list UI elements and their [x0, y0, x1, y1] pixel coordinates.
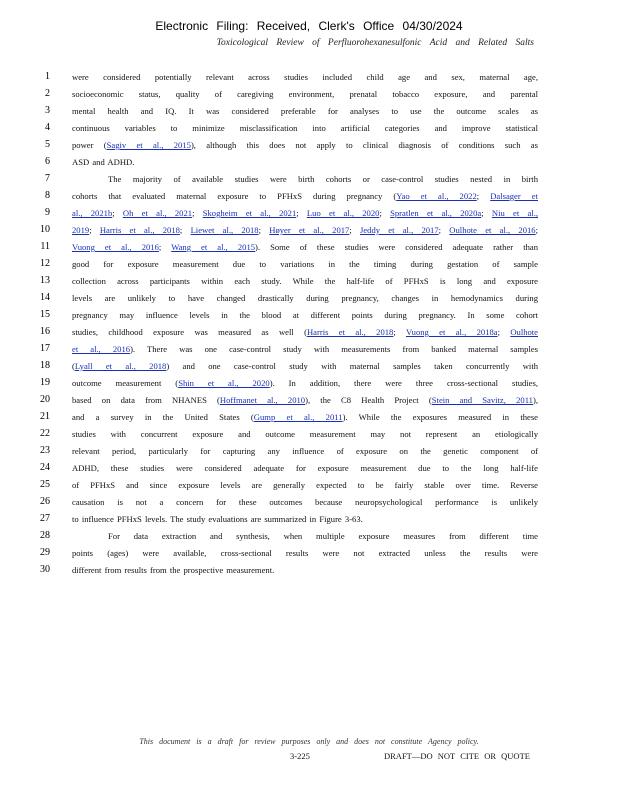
text-run: ADHD, these studies were considered adequate for exposure measurement due to the long half-life: [72, 463, 538, 473]
text-line: [0, 291, 618, 305]
text-line: [0, 240, 618, 254]
text-line: [0, 138, 618, 152]
text-run: relevant period, particularly for capturing any influence of exposure on the genetic component of: [72, 446, 538, 456]
citation-link[interactable]: Oh et al., 2021: [122, 208, 193, 218]
line-number: 8: [45, 190, 50, 201]
text-run: ). Some of these studies were considered adequate rather than: [255, 242, 538, 252]
line-number: 12: [40, 258, 50, 269]
text-run: studies, childhood exposure was measured as well (: [72, 327, 307, 337]
line-number: 16: [40, 326, 50, 337]
line-number: 11: [40, 241, 50, 252]
text-run: The majority of available studies were birth cohorts or case-control studies nested in birth: [108, 174, 538, 184]
text-run: ), although this does not apply to clinical diagnosis of conditions such as: [190, 140, 538, 150]
text-run: ;: [349, 225, 360, 235]
text-run: ). In addition, there were three cross-sectional studies,: [269, 378, 538, 388]
line-text: [72, 257, 538, 271]
line-number: 28: [40, 530, 50, 541]
line-number: 19: [40, 377, 50, 388]
text-run: points (ages) were available, cross-sectional results were not extracted unless the results were: [72, 548, 538, 558]
line-number: 13: [40, 275, 50, 286]
draft-disclaimer: This document is a draft for review purposes only and does not constitute Agency policy.: [139, 737, 479, 746]
citation-link[interactable]: Oulhote et al., 2016: [449, 225, 536, 235]
line-number: 17: [40, 343, 50, 354]
line-number: 14: [40, 292, 50, 303]
text-run: ;: [296, 208, 307, 218]
line-number: 24: [40, 462, 50, 473]
text-line: [0, 87, 618, 101]
text-run: ;: [89, 225, 100, 235]
text-run: For data extraction and synthesis, when multiple exposure measures from different time: [108, 531, 538, 541]
citation-link[interactable]: Oulhote: [510, 327, 538, 337]
text-line: [0, 155, 618, 169]
line-text: [72, 529, 538, 543]
line-text: [72, 104, 538, 118]
text-line: [0, 206, 618, 220]
line-number: 30: [40, 564, 50, 575]
text-line: [0, 495, 618, 509]
line-text: [72, 291, 538, 305]
text-line: [0, 308, 618, 322]
citation-link[interactable]: et al., 2016: [72, 344, 131, 354]
line-text: [72, 189, 538, 203]
text-run: ;: [481, 208, 492, 218]
citation-link[interactable]: Høyer et al., 2017: [269, 225, 350, 235]
line-number: 9: [45, 207, 50, 218]
text-line: [0, 563, 618, 577]
citation-link[interactable]: Harris et al., 2018: [306, 327, 394, 337]
line-number: 10: [40, 224, 50, 235]
line-text: [72, 308, 538, 322]
line-text: [72, 478, 538, 492]
line-text: [72, 172, 538, 186]
line-text: [72, 444, 538, 458]
text-line: [0, 478, 618, 492]
line-number: 3: [45, 105, 50, 116]
line-number: 29: [40, 547, 50, 558]
text-run: and a survey in the United States (: [72, 412, 254, 422]
text-line: [0, 427, 618, 441]
text-run: ;: [379, 208, 391, 218]
citation-link[interactable]: Lyall et al., 2018: [74, 361, 167, 371]
line-number: 27: [40, 513, 50, 524]
text-line: [0, 393, 618, 407]
text-run: ASD and ADHD.: [72, 157, 135, 167]
text-run: based on data from NHANES (: [72, 395, 220, 405]
text-line: [0, 546, 618, 560]
citation-link[interactable]: Harris et al., 2018: [99, 225, 180, 235]
text-run: ). There was one case-control study with measurements from banked maternal samples: [130, 344, 538, 354]
line-number: 20: [40, 394, 50, 405]
text-run: ),: [532, 395, 538, 405]
line-text: [72, 563, 538, 577]
text-run: ), the C8 Health Project (: [305, 395, 432, 405]
text-run: cohorts that evaluated maternal exposure to PFHxS during pregnancy (: [72, 191, 397, 201]
line-text: [72, 223, 538, 237]
line-number: 23: [40, 445, 50, 456]
line-text: [72, 461, 538, 475]
text-line: [0, 410, 618, 424]
text-run: different from results from the prospective measurement.: [72, 565, 275, 575]
line-text: [72, 410, 538, 424]
text-run: mental health and IQ. It was considered preferable for analyses to use the outcome scales as: [72, 106, 538, 116]
text-line: [0, 529, 618, 543]
citation-link[interactable]: Skogheim et al., 2021: [202, 208, 297, 218]
citation-link[interactable]: Vuong et al., 2016: [72, 242, 159, 252]
line-number: 4: [45, 122, 50, 133]
text-line: [0, 257, 618, 271]
line-text: [72, 359, 538, 373]
citation-link[interactable]: Luo et al., 2020: [306, 208, 380, 218]
text-line: [0, 444, 618, 458]
line-number: 2: [45, 88, 50, 99]
text-line: [0, 189, 618, 203]
line-text: [72, 138, 538, 152]
line-text: [72, 325, 538, 339]
citation-link[interactable]: 2019: [72, 225, 90, 235]
text-line: [0, 274, 618, 288]
citation-link[interactable]: Yao et al., 2022: [396, 191, 477, 201]
line-text: [72, 87, 538, 101]
text-line: [0, 512, 618, 526]
citation-link[interactable]: Liewet al., 2018: [190, 225, 259, 235]
line-number: 6: [45, 156, 50, 167]
text-run: good for exposure measurement due to variations in the timing during gestation of sample: [72, 259, 538, 269]
line-text: [72, 376, 538, 390]
text-run: power (: [72, 140, 107, 150]
text-run: to influence PFHxS levels. The study evaluations are summarized in Figure 3-63.: [72, 514, 363, 524]
text-run: ;: [179, 225, 191, 235]
page-number: 3-225: [290, 751, 310, 761]
text-line: [0, 121, 618, 135]
text-run: ;: [112, 208, 123, 218]
text-run: continuous variables to minimize misclassification into artificial categories and improve statistical: [72, 123, 538, 133]
citation-link[interactable]: Stein and Savitz, 2011: [431, 395, 533, 405]
line-number: 26: [40, 496, 50, 507]
text-line: [0, 223, 618, 237]
text-line: [0, 376, 618, 390]
text-run: causation is not a concern for these outcomes because neuropsychological performance is unlikely: [72, 497, 538, 507]
citation-link[interactable]: Wang et al., 2015: [171, 242, 256, 252]
text-line: [0, 342, 618, 356]
line-text: [72, 546, 538, 560]
line-number: 15: [40, 309, 50, 320]
filing-stamp: Electronic Filing: Received, Clerk's Office 04/30/2024: [155, 19, 463, 33]
text-run: ) and one case-control study with maternal samples taken concurrently with: [166, 361, 538, 371]
citation-link[interactable]: Shin et al., 2020: [178, 378, 270, 388]
line-text: [72, 121, 538, 135]
text-line: [0, 172, 618, 186]
line-text: [72, 206, 538, 220]
text-run: studies with concurrent exposure and outcome measurement may not represent an etiologically: [72, 429, 538, 439]
running-head: Toxicological Review of Perfluorohexanesulfonic Acid and Related Salts: [216, 38, 534, 48]
draft-label: DRAFT—DO NOT CITE OR QUOTE: [384, 751, 530, 761]
text-run: ;: [476, 191, 491, 201]
line-text: [72, 274, 538, 288]
line-number: 7: [45, 173, 50, 184]
text-run: ;: [393, 327, 406, 337]
text-run: (: [72, 361, 75, 371]
citation-link[interactable]: Sagiv et al., 2015: [106, 140, 191, 150]
line-text: [72, 512, 538, 526]
text-run: ;: [258, 225, 270, 235]
citation-link[interactable]: al., 2021b: [72, 208, 113, 218]
text-run: socioeconomic status, quality of caregiving environment, prenatal tobacco exposure, and parental: [72, 89, 538, 99]
text-run: outcome measurement (: [72, 378, 179, 388]
text-line: [0, 104, 618, 118]
line-text: [72, 427, 538, 441]
citation-link[interactable]: Niu et al.,: [491, 208, 538, 218]
text-run: ). While the exposures measured in these: [342, 412, 538, 422]
text-run: ;: [438, 225, 450, 235]
text-run: of PFHxS and since exposure levels are generally expected to be fairly stable over time. Reverse: [72, 480, 538, 490]
text-run: ;: [192, 208, 203, 218]
text-line: [0, 70, 618, 84]
text-line: [0, 325, 618, 339]
line-text: [72, 70, 538, 84]
line-number: 18: [40, 360, 50, 371]
line-text: [72, 342, 538, 356]
text-run: ;: [535, 225, 538, 235]
citation-link[interactable]: Jeddy et al., 2017: [359, 225, 439, 235]
line-text: [72, 495, 538, 509]
citation-link[interactable]: Spratlen et al., 2020a: [390, 208, 482, 218]
text-run: ;: [158, 242, 172, 252]
line-number: 21: [40, 411, 50, 422]
citation-link[interactable]: Hoffmanet al., 2010: [219, 395, 306, 405]
line-text: [72, 155, 538, 169]
line-text: [72, 240, 538, 254]
text-run: ;: [497, 327, 511, 337]
line-number: 25: [40, 479, 50, 490]
text-line: [0, 461, 618, 475]
citation-link[interactable]: Vuong et al., 2018a: [405, 327, 498, 337]
text-run: pregnancy may influence levels in the blood at different points during pregnancy. In some cohort: [72, 310, 538, 320]
citation-link[interactable]: Gump et al., 2011: [253, 412, 343, 422]
citation-link[interactable]: Dalsager et: [490, 191, 538, 201]
text-run: collection across participants within each study. While the half-life of PFHxS is long and exposure: [72, 276, 538, 286]
text-run: were considered potentially relevant across studies included child age and sex, maternal age,: [72, 72, 538, 82]
line-number: 22: [40, 428, 50, 439]
line-text: [72, 393, 538, 407]
line-number: 5: [45, 139, 50, 150]
line-number: 1: [45, 71, 50, 82]
text-run: levels are unlikely to have changed drastically during pregnancy, changes in hemodynamics during: [72, 293, 538, 303]
text-line: [0, 359, 618, 373]
